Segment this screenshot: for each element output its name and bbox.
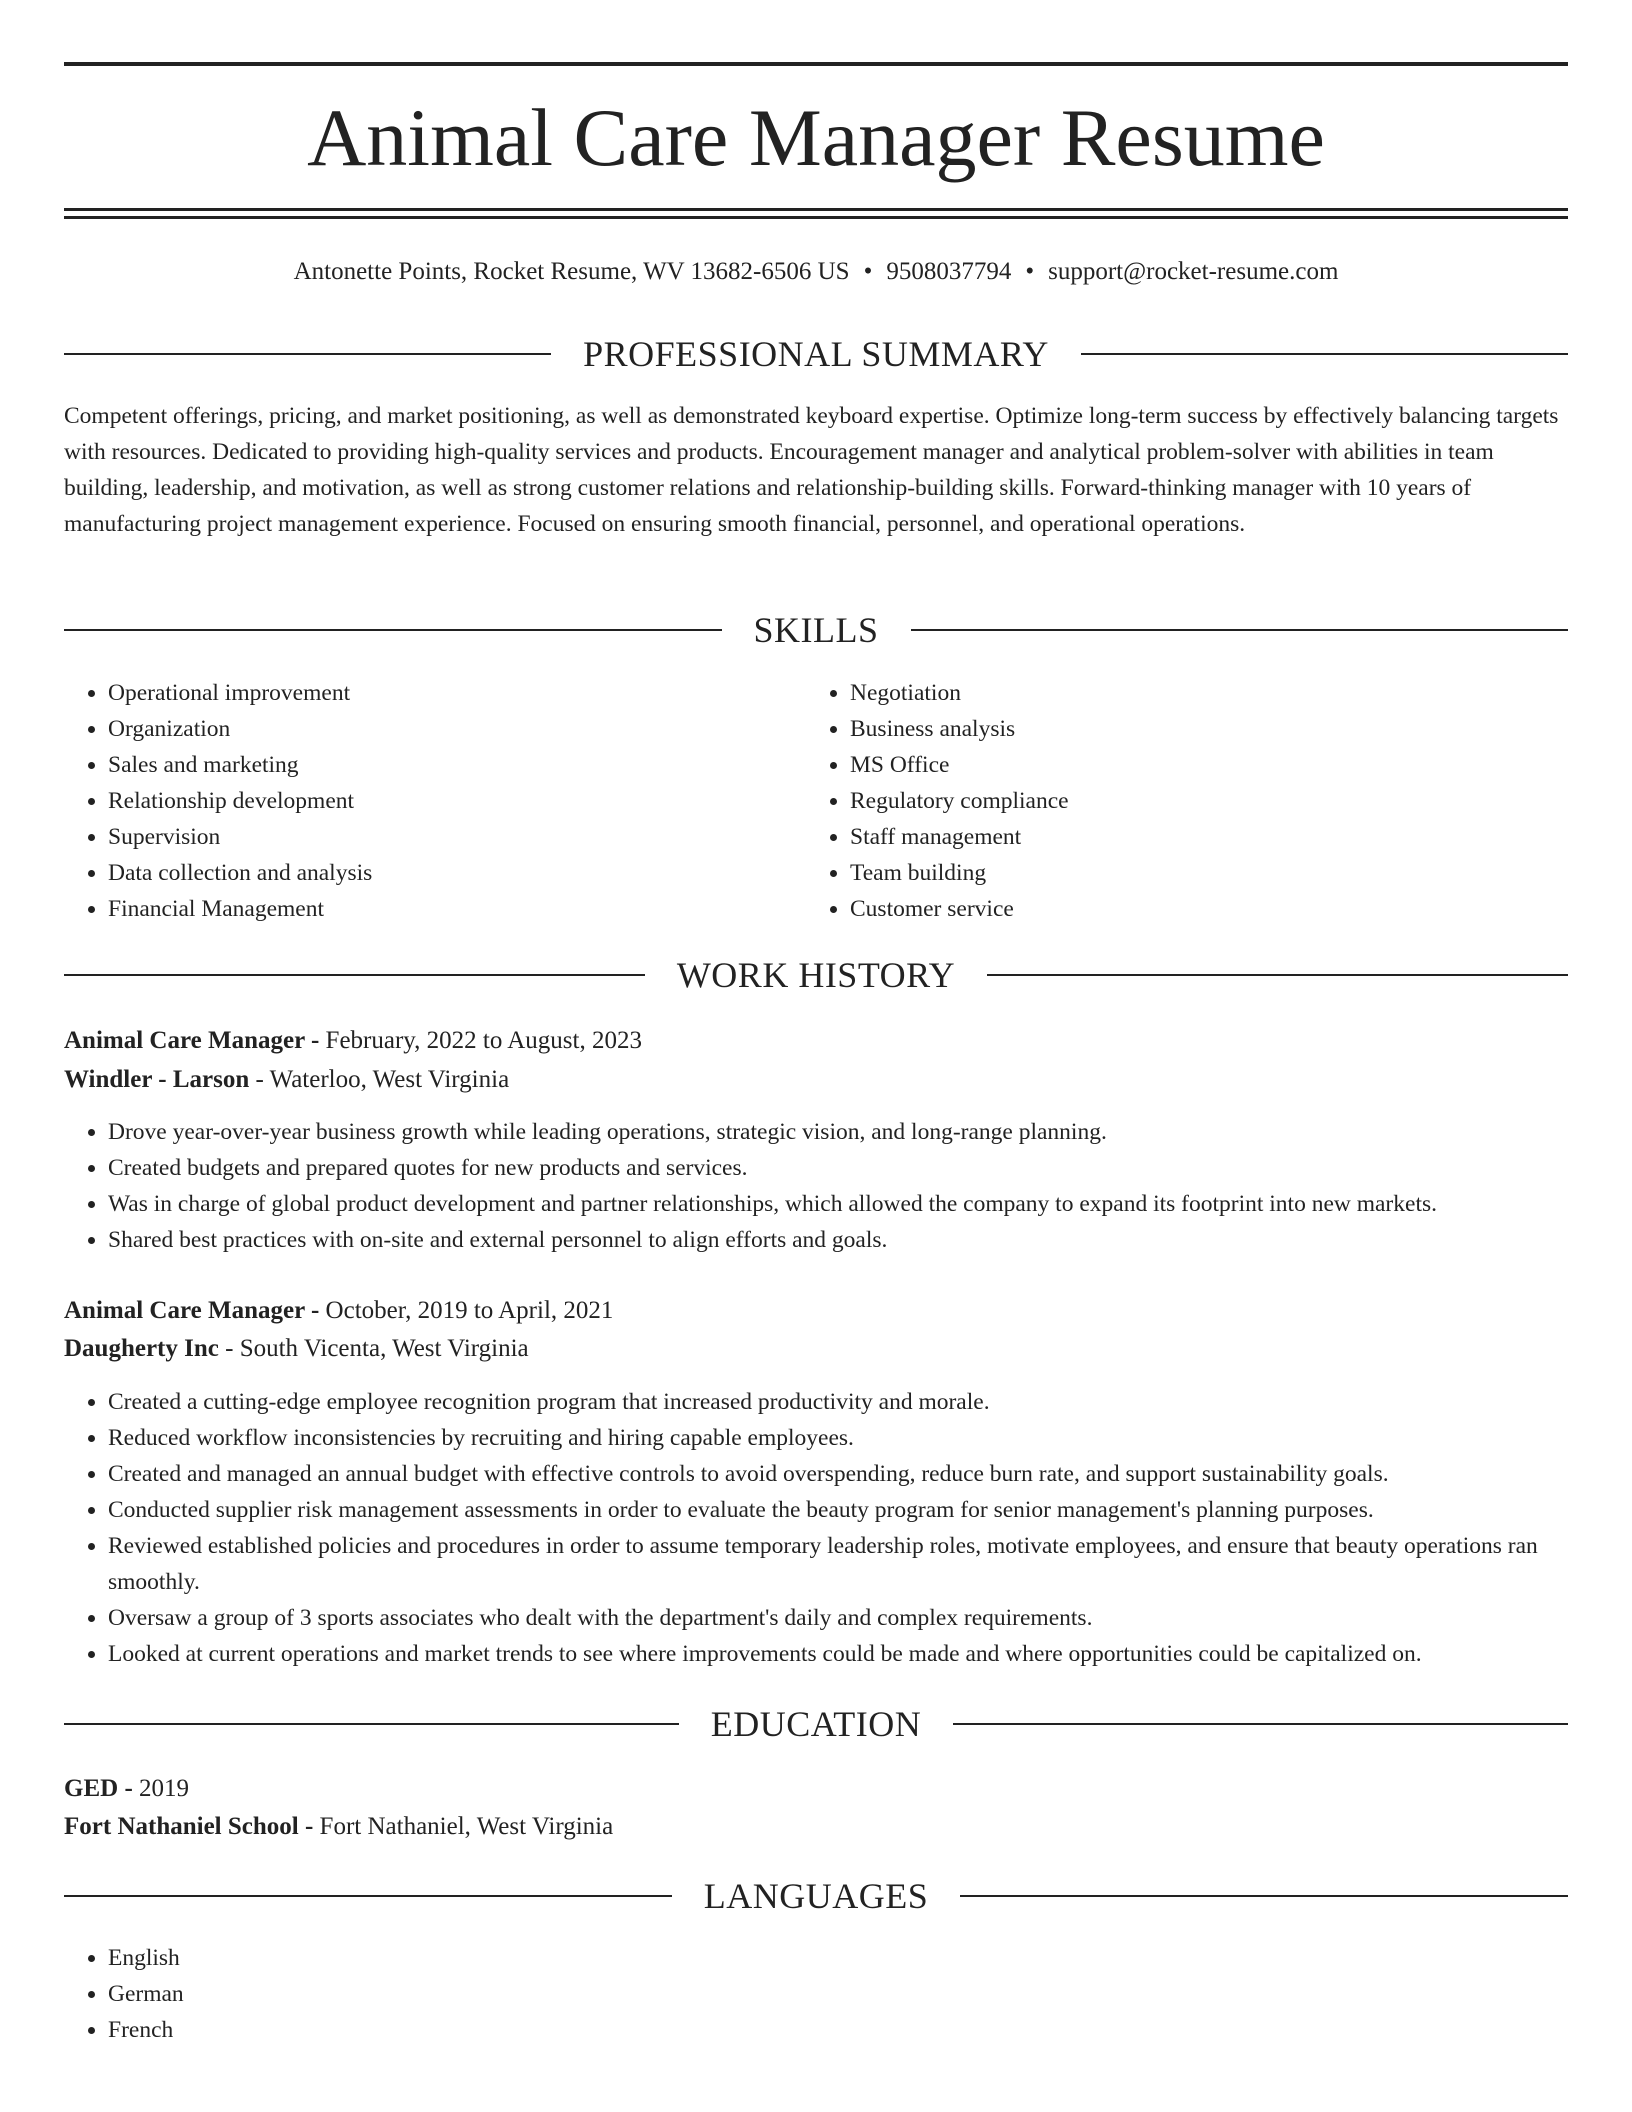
job-bullet: • Created a cutting-edge employee recognition program that increased productivity and morale.: [108, 1384, 1568, 1420]
section-title: EDUCATION: [710, 1704, 922, 1744]
education-school-line: [64, 1808, 1568, 1846]
section-title: LANGUAGES: [703, 1876, 929, 1916]
job-bullet: • Was in charge of global product development and partner relationships, which allowed the company to expand its footprint into new markets.: [108, 1186, 1568, 1222]
contact-address: Antonette Points, Rocket Resume, WV 13682-6506 US: [293, 258, 850, 285]
job-company: Daugherty Inc: [64, 1335, 219, 1362]
dash: -: [298, 1813, 320, 1840]
job-company-line: [64, 1061, 1568, 1099]
section-rule: [64, 353, 551, 355]
job-location: South Vicenta, West Virginia: [239, 1335, 529, 1362]
section-rule: [64, 629, 722, 631]
education-location: Fort Nathaniel, West Virginia: [319, 1813, 614, 1840]
section-header-education: [64, 1702, 1568, 1746]
education-degree-line: [64, 1770, 1568, 1808]
job-bullet: • Created budgets and prepared quotes for new products and services.: [108, 1150, 1568, 1186]
section-title: SKILLS: [753, 610, 879, 650]
job-company: Windler - Larson: [64, 1066, 250, 1093]
contact-separator: •: [863, 258, 873, 285]
job-title-line: [64, 1022, 1568, 1060]
dash: -: [118, 1775, 140, 1802]
job-title: Animal Care Manager: [64, 1297, 305, 1324]
job-bullet: • Drove year-over-year business growth while leading operations, strategic vision, and long-range planning.: [108, 1114, 1568, 1150]
job-title-line: [64, 1292, 1568, 1330]
section-rule: [1081, 353, 1568, 355]
skill-item: • Supervision: [108, 819, 764, 855]
job-bullet: • Reviewed established policies and procedures in order to assume temporary leadership roles, motivate employees, and ensure that beauty operations ran smoothly.: [108, 1528, 1568, 1600]
languages-list: [64, 1940, 1568, 2048]
language-item: • German: [108, 1976, 1568, 2012]
job-bullets: [64, 1384, 1568, 1672]
skill-item: • Business analysis: [850, 711, 1506, 747]
dash: -: [304, 1297, 326, 1324]
contact-line: [64, 254, 1568, 290]
language-item: • French: [108, 2012, 1568, 2048]
job-dates: October, 2019 to April, 2021: [325, 1297, 614, 1324]
skill-item: • MS Office: [850, 747, 1506, 783]
job-dates: February, 2022 to August, 2023: [325, 1027, 642, 1054]
skill-item: • Regulatory compliance: [850, 783, 1506, 819]
skill-item: • Organization: [108, 711, 764, 747]
dash: -: [249, 1066, 270, 1093]
job-bullet: • Conducted supplier risk management assessments in order to evaluate the beauty program for senior management's planning purposes.: [108, 1492, 1568, 1528]
skill-item: • Customer service: [850, 891, 1506, 927]
skill-item: • Staff management: [850, 819, 1506, 855]
skills-column-left: [64, 675, 764, 927]
job-bullet: • Oversaw a group of 3 sports associates who dealt with the department's daily and complex requirements.: [108, 1600, 1568, 1636]
education-school: Fort Nathaniel School: [64, 1813, 299, 1840]
dash: -: [218, 1335, 240, 1362]
skills-column-right: [806, 675, 1506, 927]
education-degree: GED: [64, 1775, 119, 1802]
section-header-summary: [64, 332, 1568, 376]
section-rule: [64, 974, 645, 976]
title-rule-upper: [64, 208, 1568, 211]
job-title: Animal Care Manager: [64, 1027, 305, 1054]
top-rule: [64, 62, 1568, 66]
job-bullet: • Looked at current operations and market trends to see where improvements could be made and where opportunities could be capitalized on.: [108, 1636, 1568, 1672]
section-rule: [64, 1895, 672, 1897]
job-bullet: • Reduced workflow inconsistencies by recruiting and hiring capable employees.: [108, 1420, 1568, 1456]
job-bullets: [64, 1114, 1568, 1258]
skill-item: • Operational improvement: [108, 675, 764, 711]
section-rule: [987, 974, 1568, 976]
contact-email: support@rocket-resume.com: [1048, 258, 1339, 285]
section-rule: [911, 629, 1569, 631]
section-rule: [64, 1723, 679, 1725]
title-rule-lower: [64, 216, 1568, 219]
skill-item: • Financial Management: [108, 891, 764, 927]
section-rule: [960, 1895, 1568, 1897]
skill-item: • Sales and marketing: [108, 747, 764, 783]
education-year: 2019: [139, 1775, 190, 1802]
job-company-line: [64, 1330, 1568, 1368]
dash: -: [304, 1027, 326, 1054]
language-item: • English: [108, 1940, 1568, 1976]
job-bullet: • Created and managed an annual budget with effective controls to avoid overspending, reduce burn rate, and support sustainability goals.: [108, 1456, 1568, 1492]
section-header-work-history: [64, 953, 1568, 997]
resume-title: Animal Care Manager Resume: [307, 92, 1325, 183]
skill-item: • Data collection and analysis: [108, 855, 764, 891]
section-title: PROFESSIONAL SUMMARY: [583, 334, 1049, 374]
section-rule: [953, 1723, 1568, 1725]
section-header-skills: [64, 608, 1568, 652]
summary-text: Competent offerings, pricing, and market positioning, as well as demonstrated keyboard expertise. Optimize long-term success by effectively balancing targets with resources. Dedicated to providing high-quality services and products. Encouragement manager and analytical problem-solver with abilities in team building, leadership, and motivation, as well as strong customer relations and relationship-building skills. Forward-thinking manager with 10 years of manufacturing project management experience. Focused on ensuring smooth financial, personnel, and operational operations.: [64, 403, 1559, 537]
section-header-languages: [64, 1874, 1568, 1918]
job-bullet: • Shared best practices with on-site and external personnel to align efforts and goals.: [108, 1222, 1568, 1258]
skill-item: • Negotiation: [850, 675, 1506, 711]
contact-separator: •: [1025, 258, 1035, 285]
job-location: Waterloo, West Virginia: [269, 1066, 510, 1093]
skill-item: • Team building: [850, 855, 1506, 891]
skill-item: • Relationship development: [108, 783, 764, 819]
section-title: WORK HISTORY: [676, 955, 956, 995]
contact-phone: 9508037794: [886, 258, 1012, 285]
